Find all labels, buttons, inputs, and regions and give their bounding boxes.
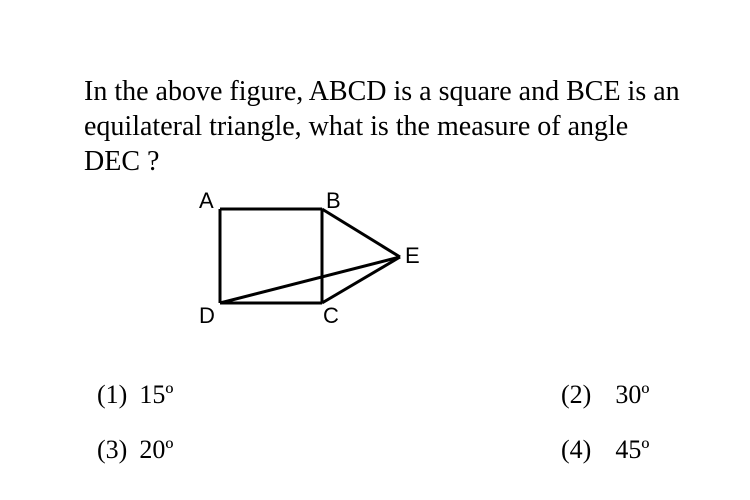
vertex-label-e: E <box>405 243 420 268</box>
option-4[interactable] <box>548 405 649 465</box>
segment-de <box>220 257 400 303</box>
option-number: (2) <box>561 380 592 409</box>
option-2[interactable] <box>548 350 649 410</box>
option-value: 30º <box>615 380 650 409</box>
vertex-label-a: A <box>199 188 214 213</box>
option-value: 15º <box>139 380 174 409</box>
option-value: 45º <box>615 435 650 464</box>
vertex-label-d: D <box>199 303 215 328</box>
side-be <box>322 209 400 257</box>
vertex-label-b: B <box>326 188 341 213</box>
option-3[interactable] <box>84 405 173 465</box>
question-text: In the above figure, ABCD is a square and BCE is an equilateral triangle, what is the measure of angle DEC ? <box>84 76 680 177</box>
option-number: (3) <box>97 435 128 464</box>
option-number: (1) <box>97 380 128 409</box>
side-ce <box>322 257 400 303</box>
vertex-label-c: C <box>323 303 339 328</box>
option-1[interactable] <box>84 350 173 410</box>
option-number: (4) <box>561 435 592 464</box>
option-value: 20º <box>139 435 174 464</box>
